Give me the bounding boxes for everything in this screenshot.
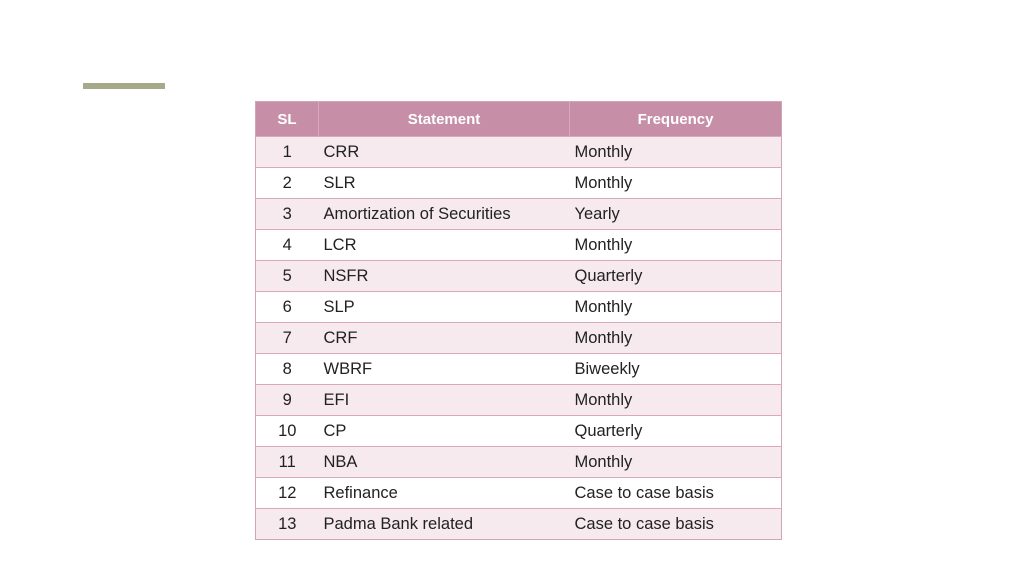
cell-statement: Amortization of Securities xyxy=(319,199,570,230)
title-accent-bar xyxy=(83,83,165,89)
cell-statement: CP xyxy=(319,416,570,447)
table-row xyxy=(256,137,782,168)
table-row xyxy=(256,292,782,323)
table-row xyxy=(256,509,782,540)
cell-sl: 1 xyxy=(256,137,319,168)
cell-sl: 13 xyxy=(256,509,319,540)
table-row xyxy=(256,168,782,199)
cell-frequency: Monthly xyxy=(570,137,782,168)
table-row xyxy=(256,261,782,292)
cell-frequency: Monthly xyxy=(570,385,782,416)
header-sl: SL xyxy=(256,102,319,137)
table-row xyxy=(256,199,782,230)
table-row xyxy=(256,385,782,416)
cell-statement: SLP xyxy=(319,292,570,323)
header-statement: Statement xyxy=(319,102,570,137)
cell-sl: 10 xyxy=(256,416,319,447)
cell-frequency: Monthly xyxy=(570,230,782,261)
cell-frequency: Monthly xyxy=(570,323,782,354)
cell-statement: WBRF xyxy=(319,354,570,385)
cell-sl: 11 xyxy=(256,447,319,478)
cell-frequency: Biweekly xyxy=(570,354,782,385)
cell-sl: 2 xyxy=(256,168,319,199)
cell-statement: Refinance xyxy=(319,478,570,509)
cell-frequency: Monthly xyxy=(570,447,782,478)
cell-sl: 8 xyxy=(256,354,319,385)
cell-statement: CRF xyxy=(319,323,570,354)
header-frequency: Frequency xyxy=(570,102,782,137)
cell-sl: 4 xyxy=(256,230,319,261)
cell-statement: SLR xyxy=(319,168,570,199)
cell-sl: 9 xyxy=(256,385,319,416)
cell-frequency: Quarterly xyxy=(570,261,782,292)
cell-sl: 6 xyxy=(256,292,319,323)
cell-sl: 5 xyxy=(256,261,319,292)
table-row xyxy=(256,323,782,354)
cell-frequency: Monthly xyxy=(570,292,782,323)
table-row xyxy=(256,447,782,478)
cell-frequency: Quarterly xyxy=(570,416,782,447)
table-row xyxy=(256,416,782,447)
table-row xyxy=(256,354,782,385)
cell-frequency: Case to case basis xyxy=(570,478,782,509)
table-header-row xyxy=(256,102,782,137)
cell-sl: 7 xyxy=(256,323,319,354)
cell-statement: EFI xyxy=(319,385,570,416)
cell-statement: NBA xyxy=(319,447,570,478)
cell-frequency: Monthly xyxy=(570,168,782,199)
cell-statement: CRR xyxy=(319,137,570,168)
cell-statement: NSFR xyxy=(319,261,570,292)
cell-frequency: Case to case basis xyxy=(570,509,782,540)
table-row xyxy=(256,230,782,261)
statement-frequency-table xyxy=(255,101,782,540)
cell-statement: Padma Bank related xyxy=(319,509,570,540)
cell-sl: 12 xyxy=(256,478,319,509)
cell-frequency: Yearly xyxy=(570,199,782,230)
cell-sl: 3 xyxy=(256,199,319,230)
table-row xyxy=(256,478,782,509)
cell-statement: LCR xyxy=(319,230,570,261)
